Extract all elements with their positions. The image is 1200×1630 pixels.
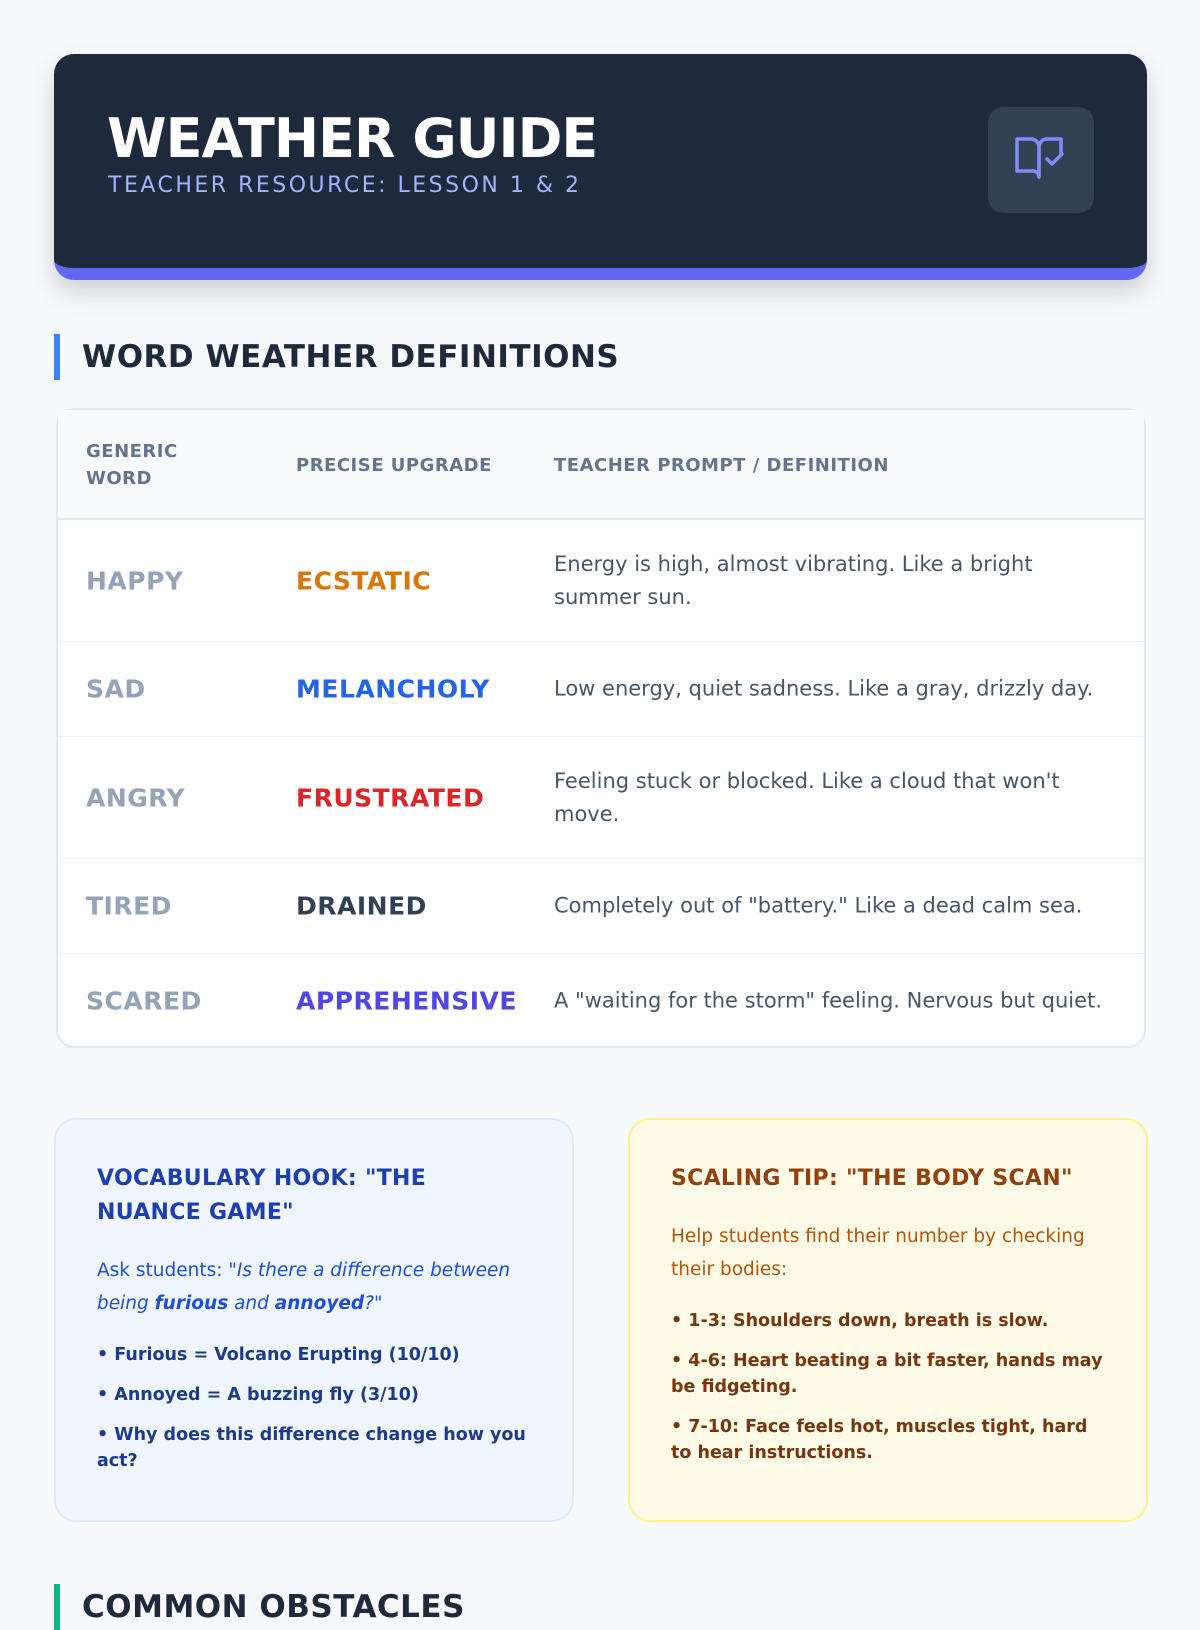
list-item: • Furious = Volcano Erupting (10/10) — [97, 1345, 460, 1365]
column-header-definition: TEACHER PROMPT / DEFINITION — [554, 455, 889, 476]
vocabulary-hook-list — [97, 1342, 532, 1474]
list-item: • 1-3: Shoulders down, breath is slow. — [671, 1311, 1049, 1331]
table-row — [58, 520, 1144, 642]
scaling-tip-intro: Help students find their number by checking their bodies: — [671, 1226, 1085, 1280]
vocabulary-hook-title: VOCABULARY HOOK: "THE NUANCE GAME" — [97, 1166, 427, 1225]
list-item: • 7-10: Face feels hot, muscles tight, hard to hear instructions. — [671, 1417, 1088, 1463]
precise-word: FRUSTRATED — [296, 783, 485, 812]
precise-word: MELANCHOLY — [296, 674, 490, 704]
emphasis-word: annoyed — [274, 1293, 365, 1314]
question-part: "Is there a difference between being — [97, 1260, 511, 1314]
table-header — [58, 410, 1144, 520]
table-row — [58, 642, 1144, 737]
precise-word: ECSTATIC — [296, 566, 432, 595]
precise-word: DRAINED — [296, 891, 427, 921]
question-part: ?" — [364, 1293, 383, 1314]
generic-word: TIRED — [86, 891, 172, 921]
table-row — [58, 954, 1144, 1048]
precise-word: APPREHENSIVE — [296, 986, 517, 1016]
intro-prefix: Ask students: — [97, 1260, 229, 1281]
definition-text: A "waiting for the storm" feeling. Nervous but quiet. — [554, 988, 1102, 1013]
page-title: WEATHER GUIDE — [107, 107, 598, 170]
book-check-button[interactable] — [988, 107, 1094, 213]
vocabulary-hook-card — [54, 1118, 574, 1522]
book-check-icon — [1013, 133, 1069, 187]
column-header-generic: GENERIC WORD — [86, 441, 178, 489]
scaling-tip-list — [671, 1308, 1106, 1466]
definition-text: Low energy, quiet sadness. Like a gray, drizzly day. — [554, 676, 1094, 701]
question-part: and — [228, 1293, 275, 1314]
definitions-table — [56, 408, 1146, 1048]
page-subtitle: TEACHER RESOURCE: LESSON 1 & 2 — [108, 173, 582, 198]
table-row — [58, 859, 1144, 954]
scaling-tip-card — [628, 1118, 1148, 1522]
list-item: • Why does this difference change how you act? — [97, 1425, 526, 1471]
generic-word: SCARED — [86, 986, 202, 1016]
list-item: • 4-6: Heart beating a bit faster, hands may be fidgeting. — [671, 1351, 1103, 1397]
generic-word: ANGRY — [86, 783, 186, 812]
generic-word: SAD — [86, 674, 146, 704]
definition-text: Energy is high, almost vibrating. Like a bright summer sun. — [554, 551, 1033, 609]
emphasis-word: furious — [154, 1293, 229, 1314]
table-row — [58, 737, 1144, 859]
definition-text: Completely out of "battery." Like a dead calm sea. — [554, 893, 1083, 918]
header-banner — [54, 54, 1147, 280]
definition-text: Feeling stuck or blocked. Like a cloud that won't move. — [554, 768, 1060, 826]
section-heading-definitions: WORD WEATHER DEFINITIONS — [54, 334, 619, 380]
list-item: • Annoyed = A buzzing fly (3/10) — [97, 1385, 419, 1405]
vocabulary-hook-intro — [97, 1254, 532, 1320]
generic-word: HAPPY — [86, 566, 184, 595]
column-header-precise: PRECISE UPGRADE — [296, 455, 492, 476]
scaling-tip-title: SCALING TIP: "THE BODY SCAN" — [671, 1166, 1073, 1191]
section-heading-obstacles: COMMON OBSTACLES — [54, 1584, 465, 1630]
